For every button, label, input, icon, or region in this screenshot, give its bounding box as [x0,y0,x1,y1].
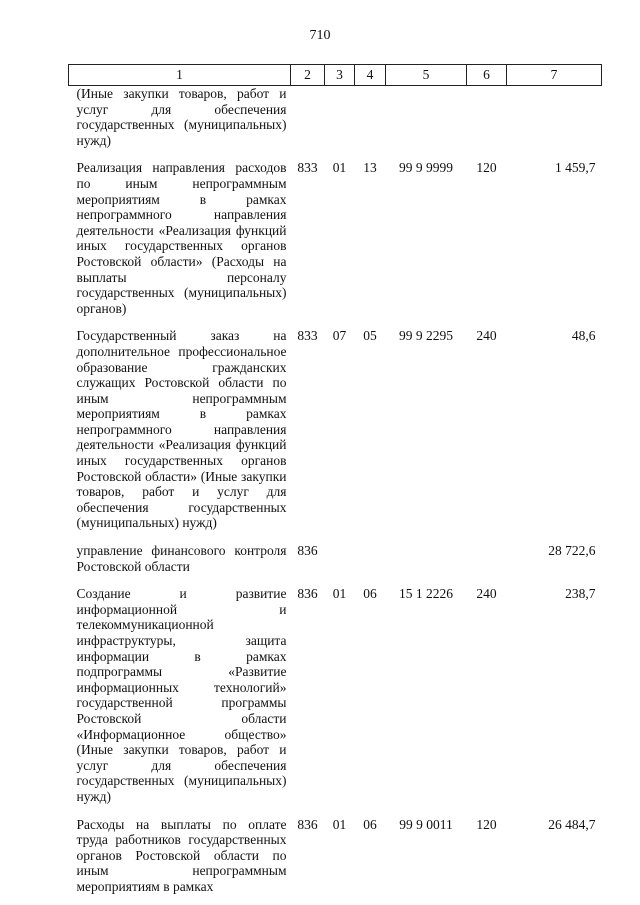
header-col-2: 2 [291,65,325,86]
page-number: 710 [309,28,331,43]
row-section: 01 [332,816,347,832]
row-amount [507,86,602,161]
table-row [69,160,602,328]
row-section: 01 [332,160,347,176]
table-row [69,86,602,161]
row-expense-type: 120 [476,816,497,832]
budget-table [68,64,601,895]
row-section [325,86,355,161]
row-ministry: 836 [297,543,318,559]
header-col-6: 6 [467,65,507,86]
table-row [69,543,602,586]
row-description: Создание и развитие информационной и телекоммуникационной инфраструктуры, защита информации в рамках подпрограммы «Развитие информационных технологий» государственной программы Ростовской области «Информационное общество» (Иные закупки товаров, работ и услуг для обеспечения государственных (муниципальных) нужд) [76,586,287,804]
row-target-article: 15 1 2226 [399,586,453,602]
row-ministry [291,86,325,161]
row-description: Государственный заказ на дополнительное профессиональное образование гражданских служащих Ростовской области по иным непрограммным мероприятиям в рамках непрограммного направления деятельности «Реализация функций иных государственных органов Ростовской области» (Иные закупки товаров, работ и услуг для обеспечения государственных (муниципальных) нужд) [76,328,287,531]
header-col-1: 1 [69,65,291,86]
row-amount: 48,6 [571,328,596,344]
row-expense-type: 240 [476,328,497,344]
row-amount: 1 459,7 [555,160,596,176]
row-description: Расходы на выплаты по оплате труда работников государственных органов Ростовской области по иным непрограммным мероприятиям в рамках [76,816,287,894]
table-row [69,328,602,543]
row-subsection [355,86,386,161]
row-target-article: 99 9 2295 [399,328,453,344]
row-expense-type: 240 [476,586,497,602]
row-expense-type [467,543,507,586]
row-subsection: 13 [363,160,377,176]
row-target-article [386,86,467,161]
header-col-4: 4 [355,65,386,86]
row-subsection: 05 [363,328,377,344]
row-target-article: 99 9 0011 [399,816,453,832]
row-description: управление финансового контроля Ростовской области [76,543,287,574]
row-section [325,543,355,586]
row-ministry: 833 [297,328,318,344]
row-ministry: 836 [297,816,318,832]
row-amount: 238,7 [565,586,596,602]
row-expense-type [467,86,507,161]
row-expense-type: 120 [476,160,497,176]
header-col-5: 5 [386,65,467,86]
row-subsection [355,543,386,586]
row-amount: 26 484,7 [548,816,596,832]
row-ministry: 833 [297,160,318,176]
row-description: (Иные закупки товаров, работ и услуг для обеспечения государственных (муниципальных) нужд) [76,86,287,148]
header-col-7: 7 [507,65,602,86]
row-target-article [386,543,467,586]
row-ministry: 836 [297,586,318,602]
row-subsection: 06 [363,816,377,832]
header-col-3: 3 [325,65,355,86]
table-row [69,817,602,895]
table-row [69,586,602,816]
table-header [69,65,602,86]
row-section: 07 [332,328,347,344]
row-description: Реализация направления расходов по иным непрограммным мероприятиям в рамках непрограммного направления деятельности «Реализация функций иных государственных органов Ростовской области» (Расходы на выплаты персоналу государственных (муниципальных) органов) [76,160,287,316]
row-target-article: 99 9 9999 [399,160,453,176]
row-section: 01 [332,586,347,602]
row-subsection: 06 [363,586,377,602]
row-amount: 28 722,6 [548,543,596,559]
